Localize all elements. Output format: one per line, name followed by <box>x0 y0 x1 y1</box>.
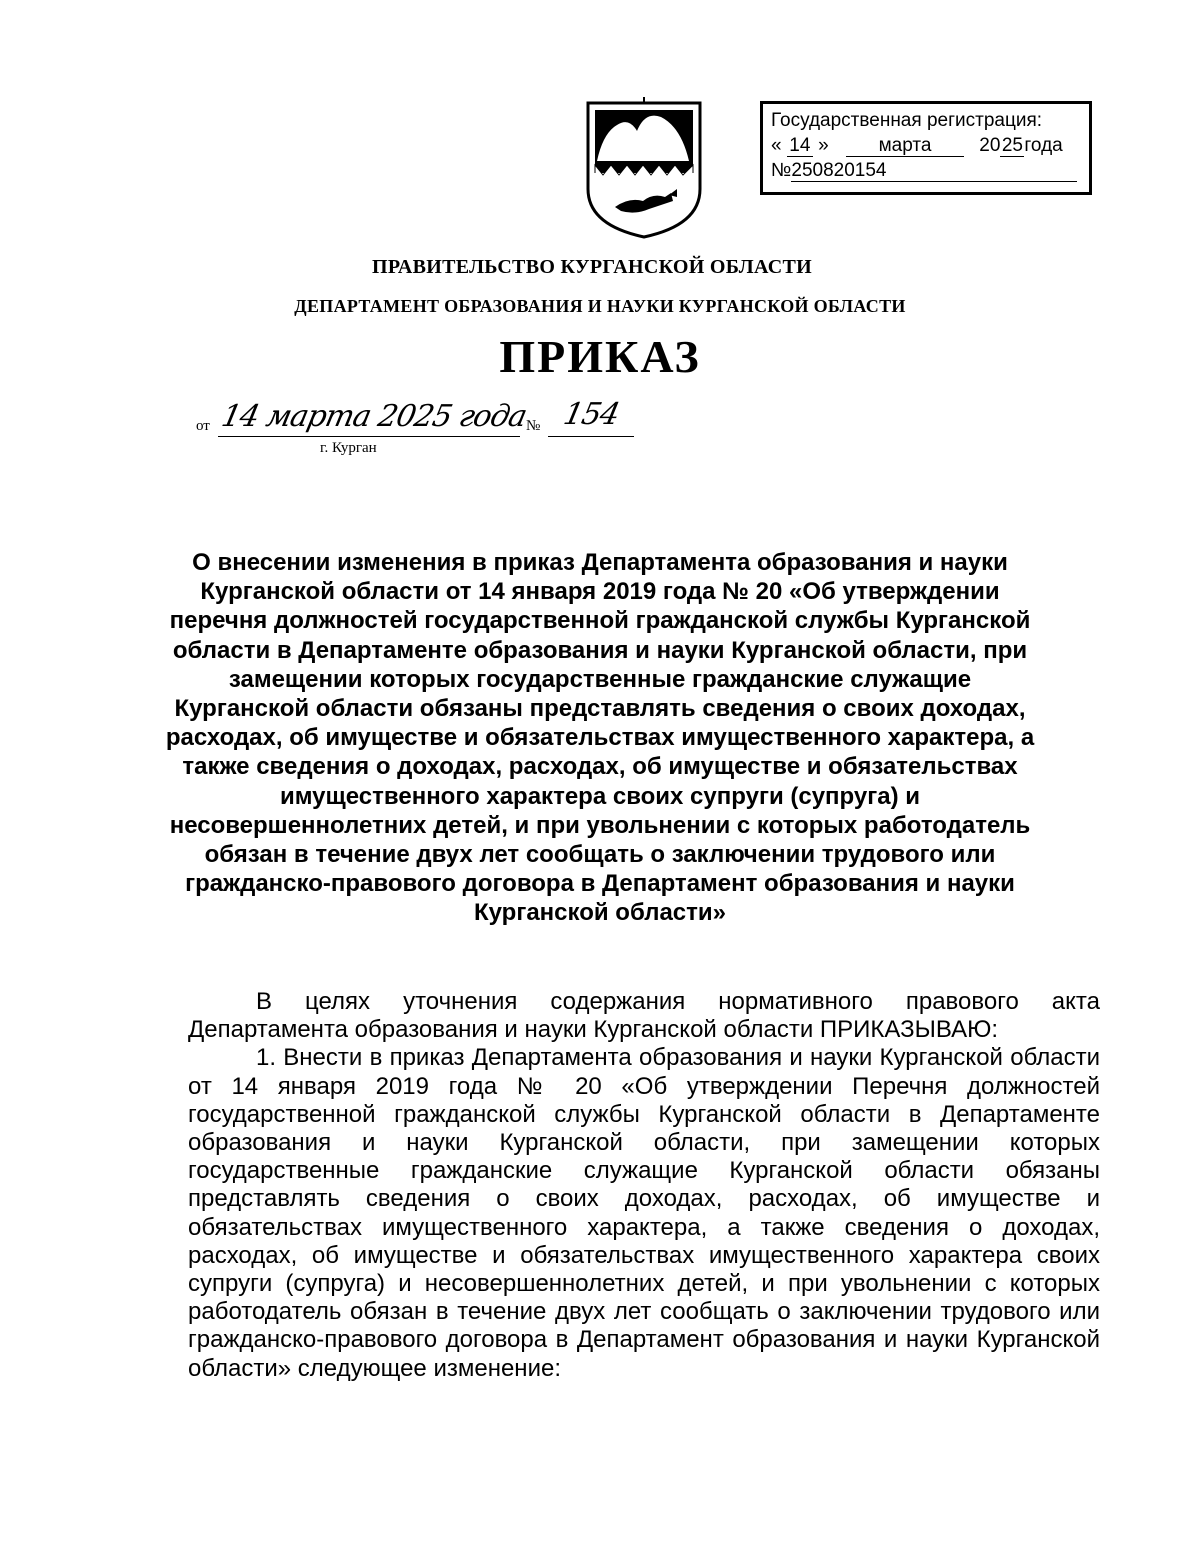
department-name: ДЕПАРТАМЕНТ ОБРАЗОВАНИЯ И НАУКИ КУРГАНСКОЙ ОБЛАСТИ <box>294 296 906 316</box>
registration-year-prefix: 20 <box>979 135 1001 156</box>
registration-box <box>760 101 1092 195</box>
handwritten-number: 154 <box>560 397 623 432</box>
order-subject: О внесении изменения в приказ Департамента образования и науки Курганской области от 14 января 2019 года № 20 «Об утверждении перечня должностей государственной гражданской службы Курганской области в Департаменте образования и науки Курганской области, при замещении которых государственные гражданские служащие Курганской области обязаны представлять сведения о своих доходах, расходах, об имуществе и обязательствах имущественного характера, а также сведения о доходах, расходах, об имуществе и обязательствах имущественного характера своих супруги (супруга) и несовершеннолетних детей, и при увольнении с которых работодатель обязан в течение двух лет сообщать о заключении трудового или гражданско-правового договора в Департамент образования и науки Курганской области» <box>165 549 1035 927</box>
city: г. Курган <box>320 440 377 456</box>
body-paragraph-1: 1. Внести в приказ Департамента образования и науки Курганской области от 14 января 2019 года № 20 «Об утверждении Перечня должностей государственной гражданской службы Курганской области в Департаменте образования и науки Курганской области, при замещении которых государственные гражданские служащие Курганской области обязаны представлять сведения о своих доходах, расходах, об имуществе и обязательствах имущественного характера, а также сведения о доходах, расходах, об имуществе и обязательствах имущественного характера своих супруги (супруга) и несовершеннолетних детей, и при увольнении с которых работодатель обязан в течение двух лет сообщать о заключении трудового или гражданско-правового договора в Департамент образования и науки Курганской области» следующее изменение: <box>188 1044 1100 1382</box>
handwritten-date: 14 марта 2025 года <box>218 399 530 434</box>
date-underline <box>218 436 520 437</box>
registration-month: марта <box>846 136 964 157</box>
registration-number-prefix: № <box>771 160 792 181</box>
registration-number: 250820154 <box>791 161 1077 182</box>
body-paragraph-intro: В целях уточнения содержания нормативного правового акта Департамента образования и науки Курганской области ПРИКАЗЫВАЮ: <box>188 988 1100 1044</box>
registration-label: Государственная регистрация: <box>771 110 1043 131</box>
coat-of-arms-icon <box>585 97 703 239</box>
document-title: ПРИКАЗ <box>499 331 701 382</box>
number-label: № <box>526 418 541 434</box>
registration-year-suffix: 25 <box>1001 135 1023 156</box>
registration-number-row <box>771 158 1081 183</box>
registration-year-word: года <box>1024 135 1063 156</box>
government-name: ПРАВИТЕЛЬСТВО КУРГАНСКОЙ ОБЛАСТИ <box>372 256 812 278</box>
coat-of-arms-graphic <box>585 97 703 239</box>
order-body <box>188 988 1100 1383</box>
number-underline <box>548 436 634 437</box>
from-label: от <box>196 418 210 434</box>
order-date-number <box>196 397 656 440</box>
registration-day: 14 <box>787 136 813 157</box>
registration-date: « 14 » марта 2025года <box>771 135 1063 156</box>
